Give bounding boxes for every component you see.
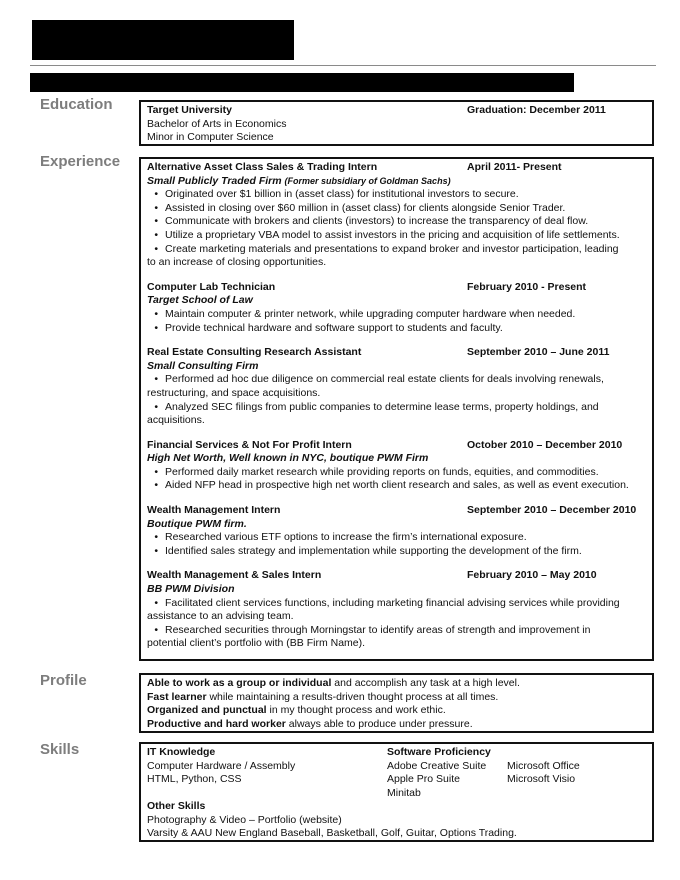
profile-line: Productive and hard worker always able to produce under pressure. [147, 717, 473, 730]
experience-box [139, 157, 654, 661]
job-bullet: • Identified sales strategy and implementation while supporting the development of the firm. [154, 544, 582, 557]
profile-line: Fast learner while maintaining a results-driven thought process at all times. [147, 690, 499, 703]
header-rule [30, 65, 656, 66]
skill-item: Minitab [387, 786, 421, 799]
skill-item: Photography & Video – Portfolio (website) [147, 813, 342, 826]
job-entry [147, 281, 646, 335]
job-entry [147, 504, 646, 558]
job-bullet-continuation: assistance to an advising team. [147, 610, 294, 623]
other-skills-heading: Other Skills [147, 800, 206, 812]
job-org: Small Consulting Firm [147, 359, 259, 372]
job-bullet: • Aided NFP head in prospective high net worth client research and sales, as well as event execution. [154, 479, 629, 492]
job-bullet: • Provide technical hardware and software support to students and faculty. [154, 321, 503, 334]
skill-item: Varsity & AAU New England Baseball, Basketball, Golf, Guitar, Options Trading. [147, 827, 517, 840]
job-bullet-continuation: restructuring, and space acquisitions. [147, 386, 321, 399]
job-bullet: • Performed ad hoc due diligence on commercial real estate clients for deals involving renewals, [154, 373, 604, 386]
skill-item: Adobe Creative Suite [387, 759, 487, 772]
job-bullet: • Assisted in closing over $60 million in (asset class) for clients alongside Senior Trader. [154, 201, 566, 214]
job-dates: September 2010 – June 2011 [467, 346, 610, 359]
section-label-skills: Skills [40, 741, 80, 758]
job-bullet: • Communicate with brokers and clients (investors) to increase the transparency of deal flow. [154, 215, 589, 228]
job-bullet-continuation: potential client’s portfolio with (BB Firm Name). [147, 637, 366, 650]
job-bullet: • Facilitated client services functions, including marketing financial advising services while providing [154, 596, 620, 609]
job-dates: February 2010 – May 2010 [467, 569, 597, 582]
job-bullet: • Originated over $1 billion in (asset class) for institutional investors to secure. [154, 188, 519, 201]
job-title: Wealth Management & Sales Intern [147, 569, 322, 582]
profile-line: Able to work as a group or individual and accomplish any task at a high level. [147, 677, 520, 689]
school-name: Target University [147, 104, 232, 116]
job-bullet: • Maintain computer & printer network, while upgrading computer hardware when needed. [154, 307, 576, 320]
job-org: Target School of Law [147, 294, 253, 307]
job-bullet: • Create marketing materials and presentations to expand broker and investor participation, leading [154, 242, 619, 255]
job-title: Alternative Asset Class Sales & Trading Intern [147, 161, 378, 173]
skill-item: Computer Hardware / Assembly [147, 759, 296, 772]
job-bullet-continuation: to an increase of closing opportunities. [147, 256, 327, 269]
education-box [139, 100, 654, 146]
degree-line: Bachelor of Arts in Economics [147, 117, 287, 130]
job-org: BB PWM Division [147, 583, 235, 596]
it-knowledge-column [147, 746, 295, 787]
graduation-date: Graduation: December 2011 [467, 104, 606, 116]
job-entry [147, 346, 646, 428]
job-title: Wealth Management Intern [147, 504, 281, 517]
minor-line: Minor in Computer Science [147, 131, 274, 144]
job-org: Small Publicly Traded Firm [147, 174, 282, 187]
education-header [147, 104, 646, 118]
job-bullet: • Analyzed SEC filings from public companies to determine lease terms, property holdings, and [154, 400, 599, 413]
job-bullet: • Utilize a proprietary VBA model to assist investors in the pricing and acquisition of life settlements. [154, 228, 620, 241]
software-heading: Software Proficiency [387, 746, 491, 758]
job-bullet-continuation: acquisitions. [147, 414, 205, 427]
job-entry [147, 569, 646, 651]
section-label-education: Education [40, 96, 113, 113]
software-column-2 [507, 760, 580, 787]
profile-line: Organized and punctual in my thought process and work ethic. [147, 704, 446, 717]
job-entry [147, 439, 646, 493]
skill-item: Apple Pro Suite [387, 773, 460, 786]
redacted-contact-bar [30, 73, 574, 92]
skill-item: Microsoft Visio [507, 773, 576, 786]
profile-box [139, 673, 654, 733]
job-org: Boutique PWM firm. [147, 517, 247, 530]
job-dates: October 2010 – December 2010 [467, 438, 623, 451]
skill-item: HTML, Python, CSS [147, 773, 242, 786]
job-dates: February 2010 - Present [467, 280, 587, 293]
job-title: Computer Lab Technician [147, 280, 276, 293]
software-column [387, 746, 491, 800]
skill-item: Microsoft Office [507, 759, 580, 772]
it-knowledge-heading: IT Knowledge [147, 746, 216, 758]
job-bullet: • Performed daily market research while providing reports on funds, equities, and commodities. [154, 465, 599, 478]
job-bullet: • Researched securities through Morningstar to identify areas of strength and improvement in [154, 623, 591, 636]
job-entry [147, 161, 646, 270]
section-label-profile: Profile [40, 672, 87, 689]
skills-grid [147, 746, 646, 800]
job-title: Financial Services & Not For Profit Intern [147, 438, 352, 451]
job-title: Real Estate Consulting Research Assistant [147, 346, 362, 359]
job-dates: April 2011- Present [467, 161, 562, 173]
job-bullet: • Researched various ETF options to increase the firm’s international exposure. [154, 531, 527, 544]
job-org: High Net Worth, Well known in NYC, boutique PWM Firm [147, 452, 429, 465]
skills-box [139, 742, 654, 842]
redacted-name-bar [32, 20, 294, 60]
section-label-experience: Experience [40, 153, 121, 170]
job-dates: September 2010 – December 2010 [467, 504, 637, 517]
job-org-note: (Former subsidiary of Goldman Sachs) [284, 175, 451, 186]
